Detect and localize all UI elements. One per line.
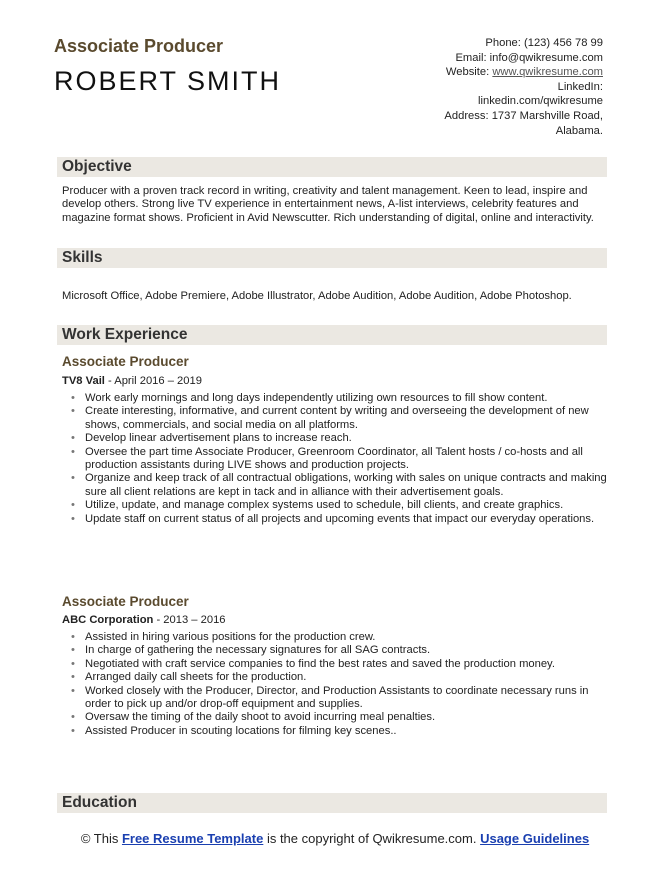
address-label: Address: [444, 109, 489, 122]
list-item: • Assisted Producer in scouting locations for filming key scenes.. [62, 725, 610, 738]
contact-block [363, 36, 603, 138]
job-company: ABC Corporation [62, 614, 154, 626]
list-item: • Assisted in hiring various positions for the production crew. [62, 631, 610, 644]
usage-guidelines-link[interactable]: Usage Guidelines [480, 831, 590, 846]
footer-prefix: © This [80, 831, 122, 846]
education-section-bar [57, 793, 607, 813]
linkedin-value: linkedin.com/qwikresume [478, 95, 603, 108]
contact-phone [363, 36, 603, 51]
candidate-name: ROBERT SMITH [54, 66, 282, 96]
list-item: • Organize and keep track of all contractual obligations, working with sales on unique contracts and making sure all client relations are kept in tack and in alliance with their advertisement goals. [62, 472, 610, 499]
job-bullets [62, 392, 610, 526]
list-item: • In charge of gathering the necessary signatures for all SAG contracts. [62, 644, 610, 657]
phone-value: (123) 456 78 99 [524, 37, 603, 49]
objective-heading: Objective [62, 158, 132, 175]
list-item: • Oversee the part time Associate Producer, Greenroom Coordinator, all Talent hosts / co-hosts and all production assistants during LIVE shows and production projects. [62, 446, 610, 473]
linkedin-label: LinkedIn: [557, 80, 603, 93]
list-item: • Develop linear advertisement plans to increase reach. [62, 432, 610, 445]
work-heading: Work Experience [62, 326, 188, 343]
list-item: • Arranged daily call sheets for the production. [62, 671, 610, 684]
objective-section-bar [57, 157, 607, 177]
job-role: Associate Producer [62, 354, 189, 369]
contact-email [363, 51, 603, 66]
job-dates: - April 2016 – 2019 [104, 375, 202, 387]
list-item: • Work early mornings and long days independently utilizing own resources to fill show content. [62, 392, 610, 405]
email-label: Email: [455, 51, 487, 64]
address-line1: 1737 Marshville Road, [491, 109, 603, 122]
job-company-line [62, 375, 202, 387]
list-item: • Create interesting, informative, and current content by writing and overseeing the development of new shows, commercials, and social media on all platforms. [62, 405, 610, 432]
phone-label: Phone: [485, 37, 521, 49]
job-company-line [62, 614, 226, 626]
job-dates: - 2013 – 2016 [153, 614, 226, 626]
list-item: • Worked closely with the Producer, Director, and Production Assistants to coordinate necessary runs in order to pick up and/or drop-off equipment and supplies. [62, 685, 610, 712]
email-value: info@qwikresume.com [489, 51, 603, 64]
header-job-title: Associate Producer [54, 36, 224, 56]
skills-section-bar [57, 248, 607, 268]
footer-middle: is the copyright of Qwikresume.com. [263, 831, 481, 846]
list-item: • Update staff on current status of all projects and upcoming events that impact our everyday operations. [62, 513, 610, 526]
job-role: Associate Producer [62, 594, 189, 609]
website-link[interactable]: www.qwikresume.com [492, 66, 603, 79]
copyright-footer [60, 831, 610, 846]
skills-heading: Skills [62, 249, 103, 266]
free-template-link[interactable]: Free Resume Template [121, 831, 264, 846]
contact-website [363, 65, 603, 80]
contact-address [363, 109, 603, 124]
list-item: • Negotiated with craft service companies to find the best rates and saved the production money. [62, 658, 610, 671]
list-item: • Oversaw the timing of the daily shoot to avoid incurring meal penalties. [62, 711, 610, 724]
website-label: Website: [445, 66, 490, 79]
objective-text: Producer with a proven track record in writing, creativity and talent management. Keen to lead, inspire and develop others. Strong live TV experience in entertainment news, A-list interviews, celebrity features and magazine format shows. Proficient in Avid Newscutter. Rich understanding of digital, online and interactivity. [62, 185, 594, 224]
list-item: • Utilize, update, and manage complex systems used to schedule, bill clients, and create graphics. [62, 499, 610, 512]
job-company: TV8 Vail [62, 375, 105, 387]
education-heading: Education [62, 794, 137, 811]
address-line2: Alabama. [555, 124, 603, 137]
job-bullets [62, 631, 610, 738]
skills-text: Microsoft Office, Adobe Premiere, Adobe Illustrator, Adobe Audition, Adobe Audition, Adobe Photoshop. [62, 290, 572, 302]
